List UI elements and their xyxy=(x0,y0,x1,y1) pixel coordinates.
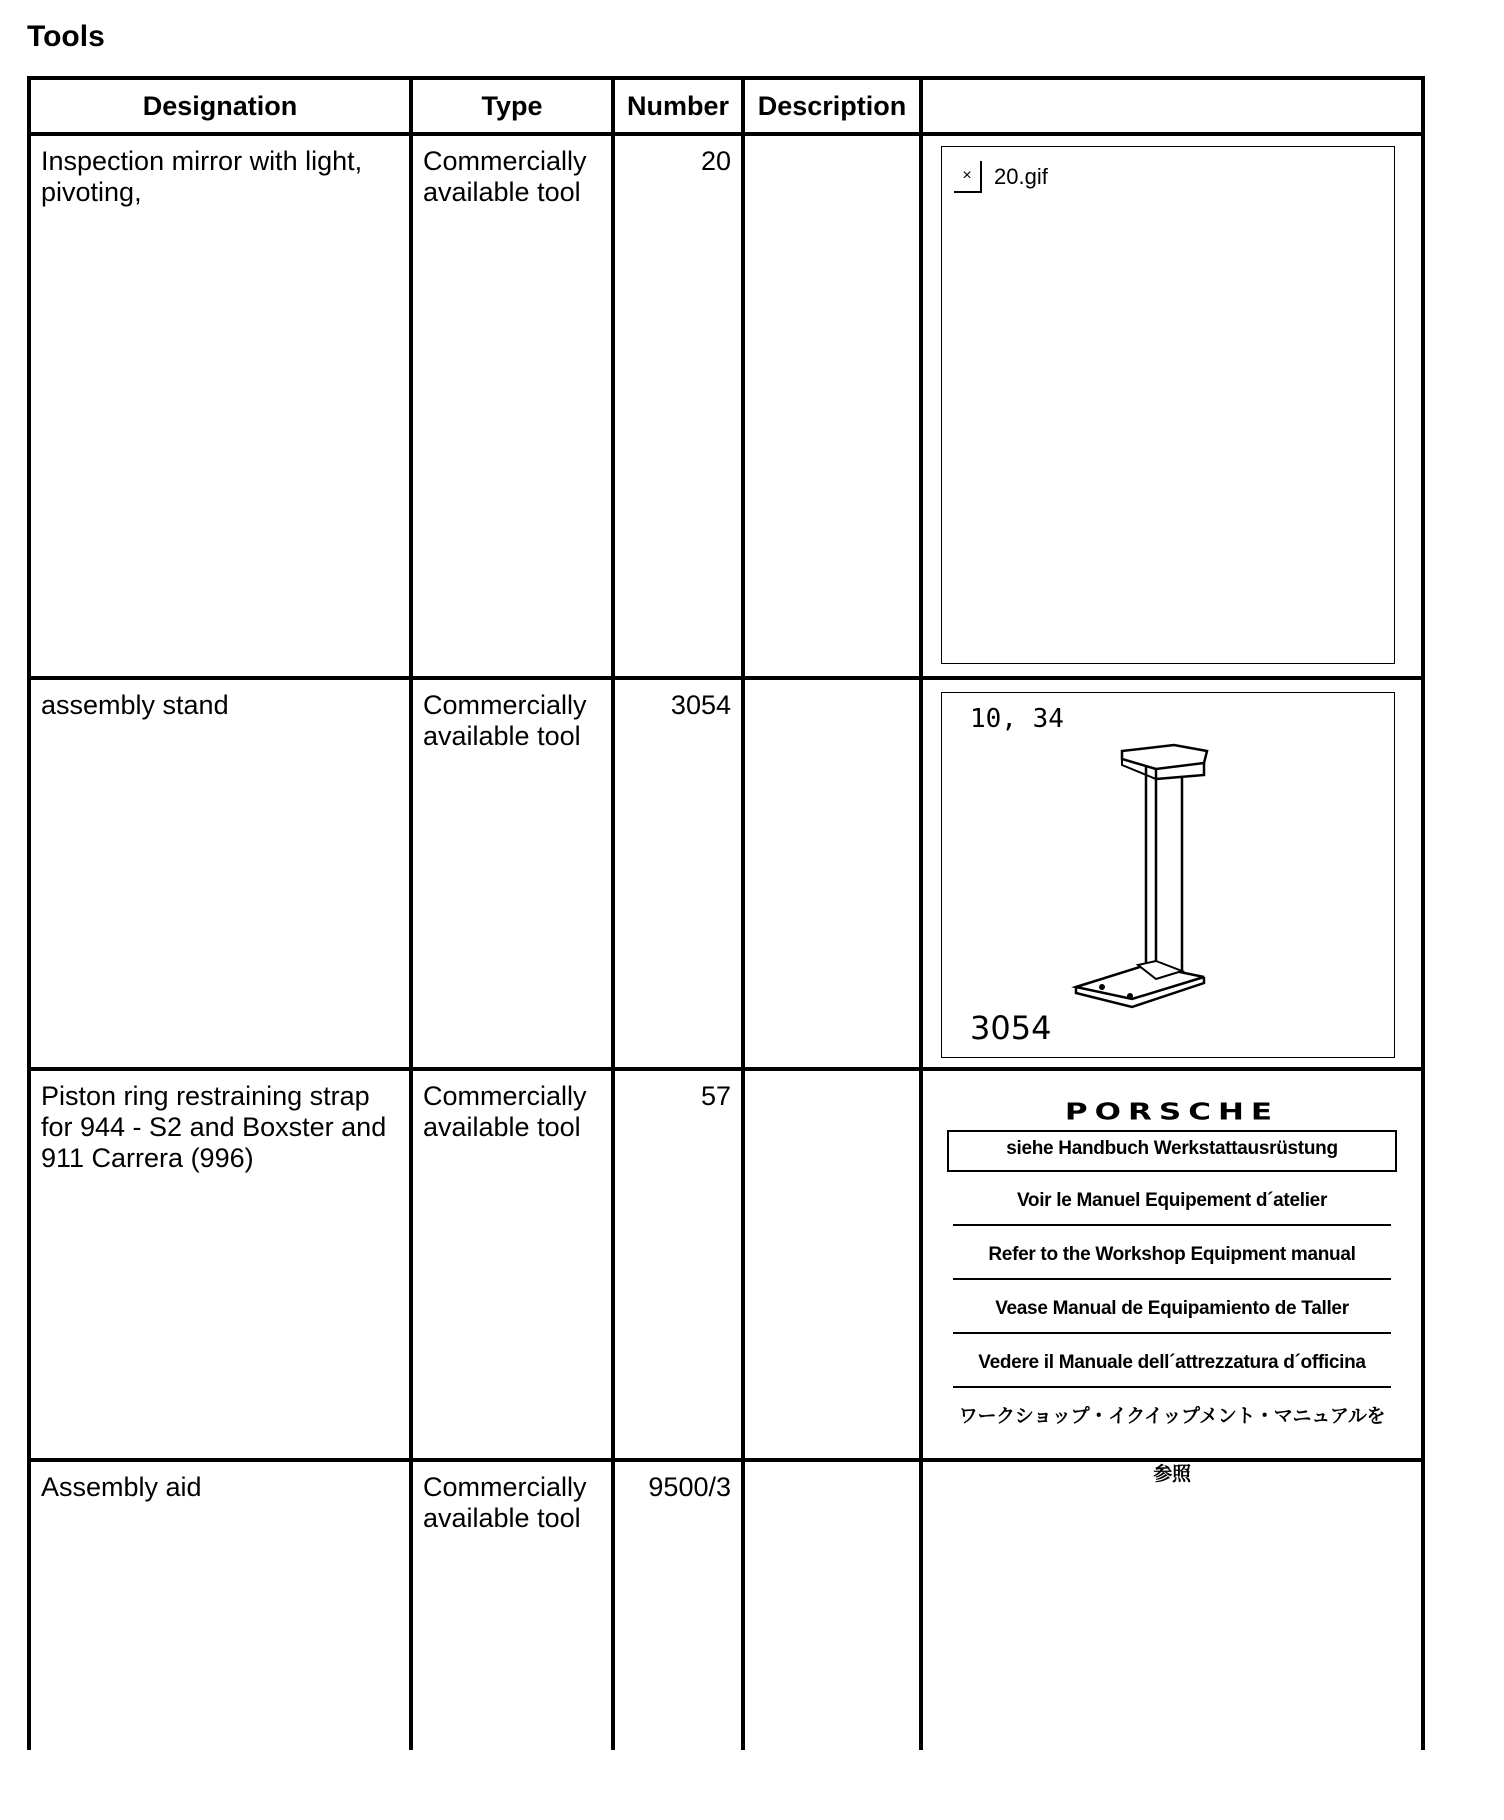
header-type: Type xyxy=(411,78,613,134)
header-number: Number xyxy=(613,78,743,134)
page-title: Tools xyxy=(27,20,105,53)
type-cell: Commercially available tool xyxy=(423,146,587,207)
number-cell: 20 xyxy=(700,146,731,176)
reference-line-es: Vease Manual de Equipamiento de Taller xyxy=(953,1280,1391,1334)
image-label: 3054 xyxy=(970,1009,1052,1047)
number-cell: 57 xyxy=(700,1081,731,1111)
reference-line-it: Vedere il Manuale dell´attrezzatura d´officina xyxy=(953,1334,1391,1388)
header-description: Description xyxy=(743,78,921,134)
tools-table xyxy=(27,76,1425,1750)
broken-image-icon: × xyxy=(954,161,982,193)
header-designation: Designation xyxy=(29,78,411,134)
type-cell: Commercially available tool xyxy=(423,1081,587,1142)
table-row xyxy=(29,678,1423,1069)
broken-image-frame xyxy=(941,146,1395,664)
reference-line-ja: ワークショップ・イクイップメント・マニュアルを参照 xyxy=(958,1406,1386,1485)
description-cell xyxy=(745,680,919,690)
designation-cell: Piston ring restraining strap for 944 - S2 and Boxster and 911 Carrera (996) xyxy=(41,1081,387,1173)
assembly-stand-image xyxy=(941,692,1395,1058)
porsche-reference-notice xyxy=(947,1097,1397,1485)
type-cell: Commercially available tool xyxy=(423,1472,587,1533)
image-filename: 20.gif xyxy=(994,164,1048,189)
reference-line-de: siehe Handbuch Werkstattausrüstung xyxy=(947,1130,1397,1172)
table-row xyxy=(29,134,1423,678)
header-row xyxy=(29,78,1423,134)
image-reference: 10, 34 xyxy=(970,704,1064,734)
table-row xyxy=(29,1460,1423,1750)
porsche-logo: PORSCHE xyxy=(1064,1098,1280,1126)
designation-cell: Inspection mirror with light, pivoting, xyxy=(41,146,363,207)
reference-line-fr: Voir le Manuel Equipement d´atelier xyxy=(953,1172,1391,1226)
table-row xyxy=(29,1069,1423,1460)
number-cell: 9500/3 xyxy=(648,1472,731,1502)
designation-cell: assembly stand xyxy=(41,690,229,720)
reference-line-en: Refer to the Workshop Equipment manual xyxy=(953,1226,1391,1280)
header-image xyxy=(921,78,1423,134)
assembly-stand-drawing xyxy=(942,693,1394,1057)
description-cell xyxy=(745,1071,919,1081)
description-cell xyxy=(745,1462,919,1472)
description-cell xyxy=(745,136,919,146)
type-cell: Commercially available tool xyxy=(423,690,587,751)
number-cell: 3054 xyxy=(670,690,731,720)
designation-cell: Assembly aid xyxy=(41,1472,202,1502)
